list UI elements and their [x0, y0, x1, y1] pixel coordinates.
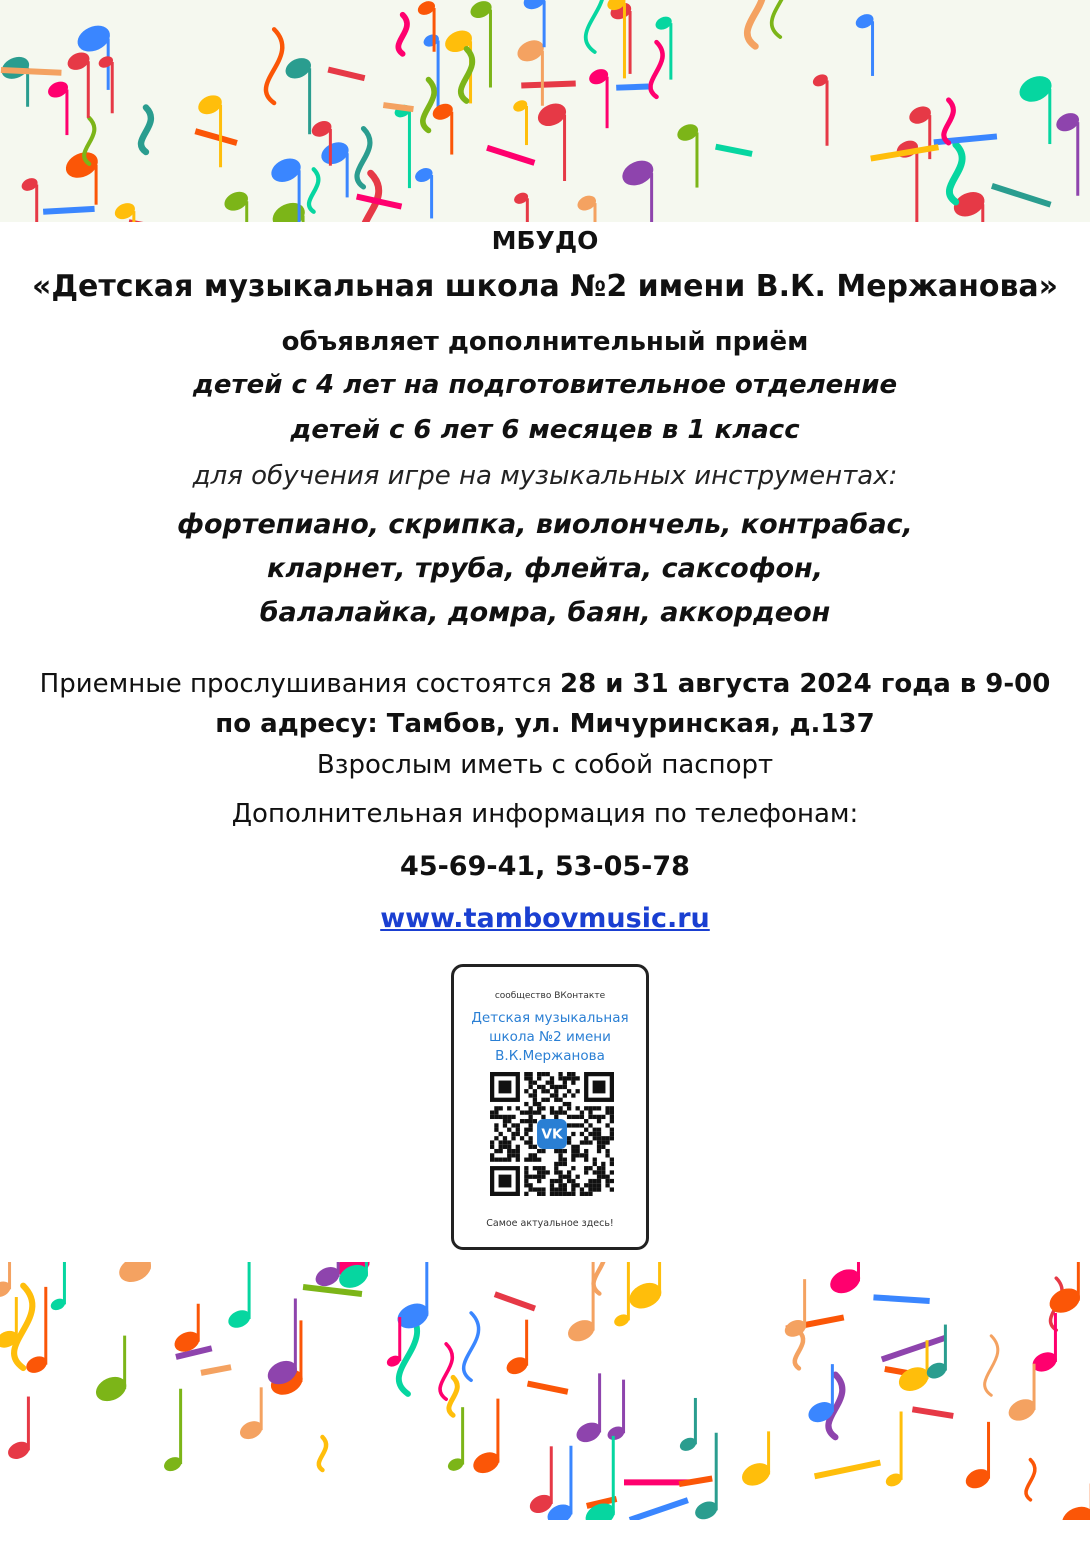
website-line — [0, 903, 1090, 934]
purpose-line: для обучения игре на музыкальных инструментах: — [192, 461, 898, 491]
phone-numbers: 45-69-41, 53-05-78 — [400, 851, 690, 882]
bottom-music-notes-banner — [0, 1262, 1090, 1520]
website-link[interactable]: www.tambovmusic.ru — [380, 903, 710, 934]
prep-group-line: детей с 4 лет на подготовительное отделение — [192, 370, 898, 400]
passport-note: Взрослым иметь с собой паспорт — [316, 750, 774, 780]
vk-qr-card[interactable] — [451, 964, 649, 1250]
vk-footer: Самое актуальное здесь! — [486, 1218, 614, 1229]
vk-name-line-2: школа №2 имени — [489, 1029, 611, 1045]
announcement-intro: объявляет дополнительный приём — [281, 327, 809, 357]
org-type: МБУДО — [491, 226, 599, 255]
vk-logo-text: VK — [541, 1126, 563, 1143]
music-notes-illustration — [0, 0, 1090, 222]
audition-address: по адресу: Тамбов, ул. Мичуринская, д.137 — [215, 709, 875, 739]
phones-label: Дополнительная информация по телефонам: — [231, 799, 859, 829]
top-music-notes-banner — [0, 0, 1090, 222]
music-notes-illustration — [0, 1262, 1090, 1520]
audition-date: 28 и 31 августа 2024 года в 9-00 — [559, 669, 1051, 699]
vk-name-line-3: В.К.Мержанова — [495, 1048, 605, 1064]
audition-line — [0, 669, 1090, 699]
instruments-line-1: фортепиано, скрипка, виолончель, контрабас, — [177, 509, 913, 540]
instruments-line-2: кларнет, труба, флейта, саксофон, — [267, 553, 823, 584]
audition-lead: Приемные прослушивания состоятся — [39, 669, 560, 699]
school-name: «Детская музыкальная школа №2 имени В.К. Мержанова» — [31, 269, 1059, 304]
vk-name-line-1: Детская музыкальная — [471, 1010, 629, 1026]
qr-code[interactable] — [490, 1072, 614, 1196]
instruments-line-3: балалайка, домра, баян, аккордеон — [259, 597, 831, 628]
first-class-line: детей с 6 лет 6 месяцев в 1 класс — [290, 415, 800, 445]
vk-caption: сообщество ВКонтакте — [494, 991, 606, 1001]
vk-community-name — [462, 1009, 638, 1066]
